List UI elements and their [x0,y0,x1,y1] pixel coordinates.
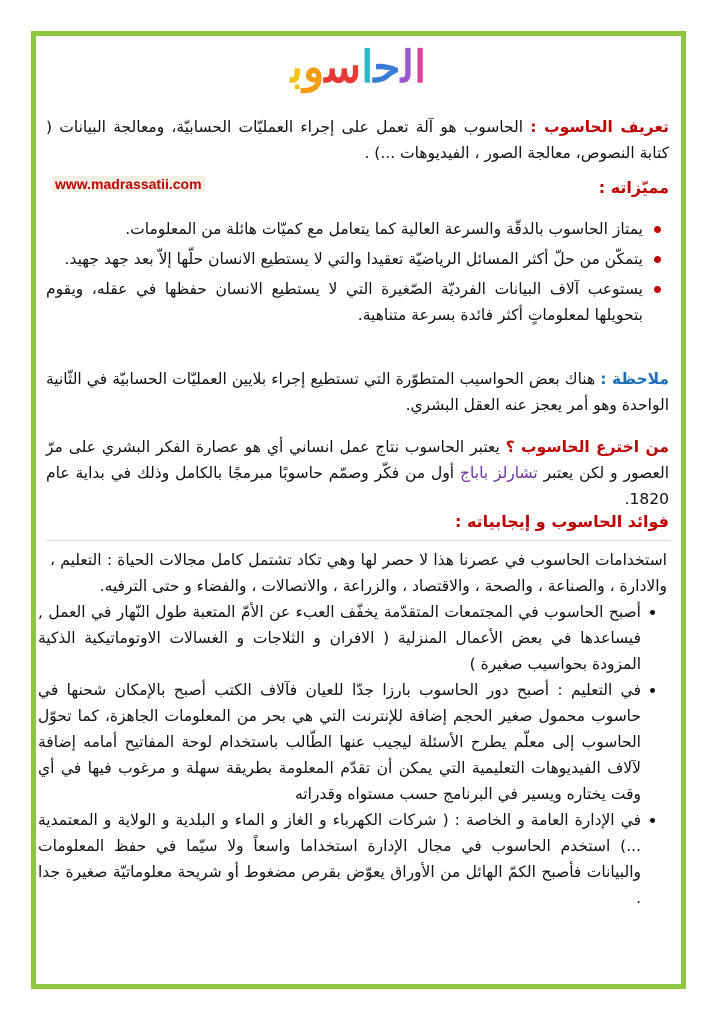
inventor-label: من اخترع الحاسوب ؟ [505,438,669,456]
document-page [36,36,681,984]
title-letter: و‍ [303,42,325,93]
definition-label: تعريف الحاسوب : [530,118,669,136]
benefit-point-text: أصبح الحاسوب في المجتمعات المتقدّمة يخفّف العبء عن الأمّ المتعبة طول النّهار في العمل , فيساعدها في بعض الأعمال المنزلية ( الافران و الثلاجات و الغسالات الاوتوماتيكية الذكية المزودة بحواسيب صغيرة ) [38,603,641,673]
benefits-intro: استخدامات الحاسوب في عصرنا هذا لا حصر لها وهي تكاد تشتمل كامل مجالات الحياة : التعليم ، والادارة ، والصناعة ، والصحة ، والاقتصاد ، والزراعة ، والاتصالات ، والفضاء و حتى الترفيه. [50,551,667,595]
title-letter: ا‍ [413,42,427,93]
inventor-text-before: يعتبر الحاسوب نتاج عمل انساني أي هو عصارة الفكر البشري على مرّ العصور و لكن يعتبر [46,438,669,482]
bullet-icon [650,688,655,693]
title-letter: ل‍ [400,42,414,93]
benefits-heading: فوائد الحاسوب و إيجابياته : [454,512,669,531]
note-label: ملاحظة : [600,370,669,388]
note-paragraph [46,366,669,418]
title-letter: س‍ [324,42,362,93]
list-item-text: يستوعب آلاف البيانات الفرديّة الصّغيرة التي لا يستطيع الانسان حفظها في عقله، ويقوم بتحويلها لمعلوماتٍ أكثر فائدة بسرعة متناهية. [46,280,643,324]
benefit-point-text: في التعليم : أصبح دور الحاسوب بارزا جدّا للعيان فآلاف الكتب أصبح بالإمكان شحنها في حاسوب محمول صغير الحجم إضافة للإنترنت التي هي بحر من المعلومات الجاهزة، كما تحوّل الحاسوب إلى معلّم يطرح الأسئلة ليجيب عنها الطّالب باستخدام لوحة المفاتيح أمامه إضافة لآلاف الفيديوهات التعليمية التي يمكن أن تقدّم المعلومة بطريقة سهلة و مرغوب فيها في أي وقت يختاره ويسير في البرنامج حسب مستواه وقدراته [38,681,641,803]
bullet-icon [654,286,661,293]
definition-paragraph [46,114,669,166]
note-text: هناك بعض الحواسيب المتطوّرة التي تستطيع إجراء بلايين العمليّات الحسابيّة في الثّانية الواحدة وهو أمر يعجز عنه العقل البشري. [46,370,669,414]
features-heading: مميّزاته : [598,178,669,197]
list-item-text: يتمكّن من حلّ أكثر المسائل الرياضيّة تعقيدا والتي لا يستطيع الانسان حلّها إلاّ بعد جهد جهيد. [64,250,643,268]
bullet-icon [654,256,661,263]
benefit-point [34,599,659,677]
features-list [46,216,669,332]
bullet-icon [650,610,655,615]
inventor-name: تشارلز باباج [460,464,538,482]
benefits-box [38,540,671,979]
title-letter: ح‍ [373,42,401,93]
bullet-icon [650,818,655,823]
list-item [46,216,669,242]
definition-text: الحاسوب هو آلة تعمل على إجراء العمليّات الحسابيّة، ومعالجة البيانات ( كتابة النصوص، معالجة الصور ، الفيديوهات ...) . [46,118,669,162]
bullet-icon [654,226,661,233]
list-item [46,276,669,328]
title-letter: ب‍ [290,42,304,93]
inventor-paragraph [46,434,669,512]
benefit-point [34,807,659,911]
benefit-point-text: في الإدارة العامة و الخاصة : ( شركات الكهرباء و الغاز و الماء و البلدية و الولاية و المعتمدية ...) استخدم الحاسوب في مجال الإدارة استخداما واسعاً ولا سيّما في حفظ المعلومات والبيانات فأصبح الكمّ الهائل من الأوراق يعوّض بقرص مضغوط أو شريحة معلوماتيّة صغيرة جدا . [38,811,641,907]
inventor-text-after: أول من فكّر وصمّم حاسوبًا مبرمجًا بالكامل وذلك في بداية عام 1820. [46,464,669,508]
page-title [36,38,681,98]
list-item [46,246,669,272]
watermark-url: www.madrassatii.com [52,176,205,192]
benefit-point [34,677,659,807]
title-letter: ا‍ [361,42,374,93]
list-item-text: يمتاز الحاسوب بالدقّة والسرعة العالية كما يتعامل مع كميّات هائلة من المعلومات. [125,220,643,238]
